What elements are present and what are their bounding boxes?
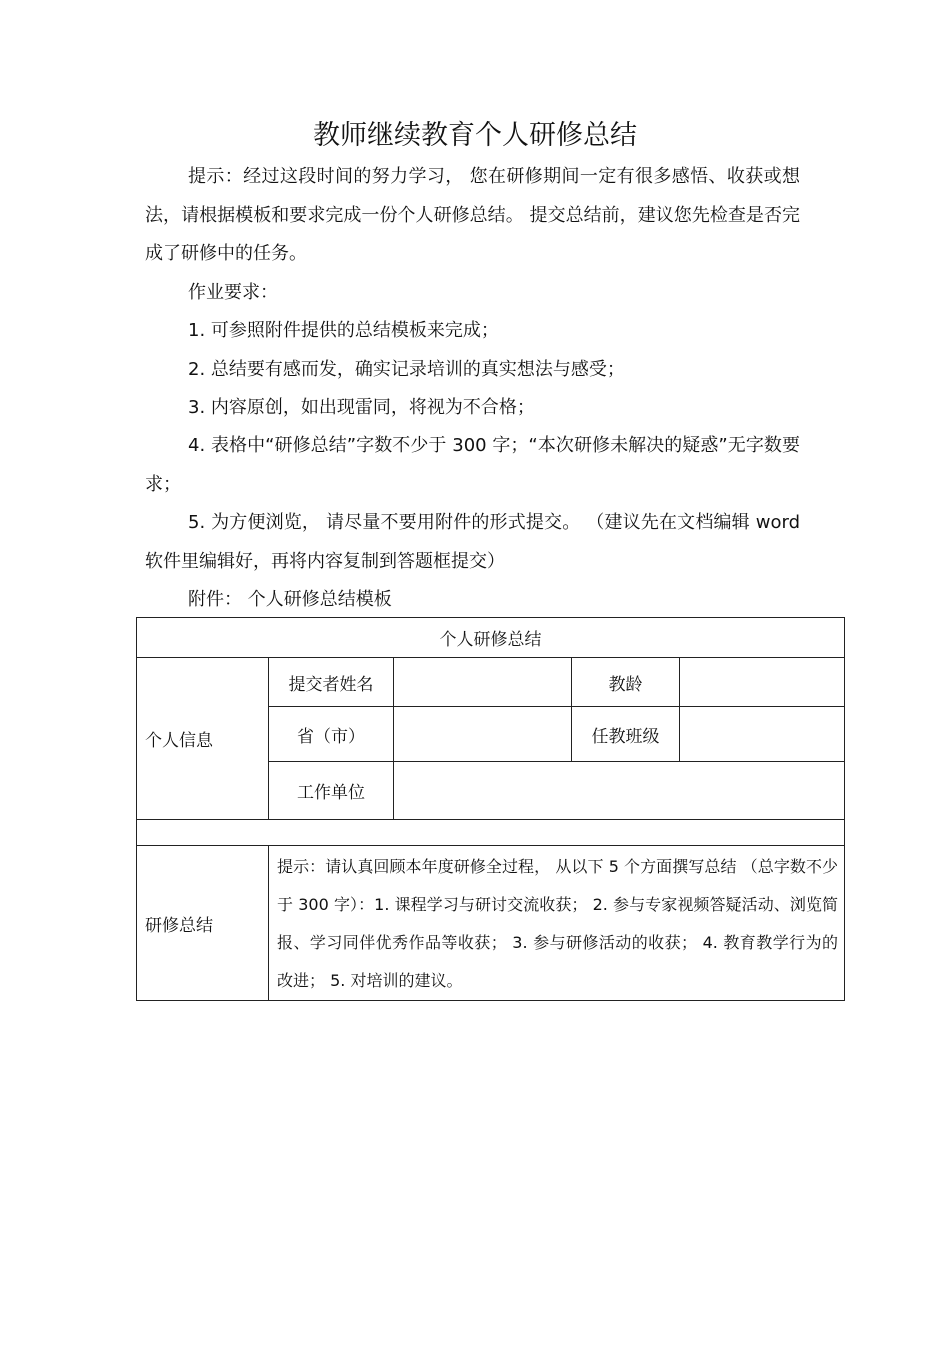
- summary-hint[interactable]: 提示：请认真回顾本年度研修全过程， 从以下 5 个方面撰写总结 （总字数不少于 300 字）：1. 课程学习与研讨交流收获； 2. 参与专家视频答疑活动、浏览简报、学习同伴优秀作品等收获； 3. 参与研修活动的收获； 4. 教育教学行为的改进； 5. 对培训的建议。: [269, 846, 845, 1001]
- requirements-heading: 作业要求：: [188, 282, 278, 303]
- spacer-row: [137, 820, 845, 846]
- attachment-label: 附件： 个人研修总结模板: [188, 589, 392, 610]
- personal-info-label: 个人信息: [137, 658, 269, 820]
- intro-paragraph: 提示：经过这段时间的努力学习， 您在研修期间一定有很多感悟、收获或想法，请根据模板和要求完成一份个人研修总结。 提交总结前，建议您先检查是否完成了研修中的任务。: [145, 166, 800, 264]
- requirement-item: 4. 表格中“研修总结”字数不少于 300 字；“本次研修未解决的疑惑”无字数要求；: [145, 435, 800, 495]
- work-unit-field[interactable]: [394, 762, 845, 820]
- province-field[interactable]: [394, 707, 572, 762]
- name-label: 提交者姓名: [269, 658, 394, 707]
- requirement-item: 3. 内容原创，如出现雷同，将视为不合格；: [188, 397, 535, 418]
- teaching-years-label: 教龄: [572, 658, 680, 707]
- teaching-years-field[interactable]: [680, 658, 845, 707]
- class-label: 任教班级: [572, 707, 680, 762]
- summary-template-table: [136, 617, 845, 1001]
- table-header: 个人研修总结: [137, 618, 845, 658]
- summary-label: 研修总结: [137, 846, 269, 1001]
- requirement-item: 1. 可参照附件提供的总结模板来完成；: [188, 320, 499, 341]
- province-label: 省（市）: [269, 707, 394, 762]
- name-field[interactable]: [394, 658, 572, 707]
- requirement-item: 5. 为方便浏览， 请尽量不要用附件的形式提交。 （建议先在文档编辑 word 软件里编辑好，再将内容复制到答题框提交）: [145, 512, 800, 572]
- class-field[interactable]: [680, 707, 845, 762]
- work-unit-label: 工作单位: [269, 762, 394, 820]
- document-title: 教师继续教育个人研修总结: [313, 120, 637, 151]
- requirement-item: 2. 总结要有感而发，确实记录培训的真实想法与感受；: [188, 359, 625, 380]
